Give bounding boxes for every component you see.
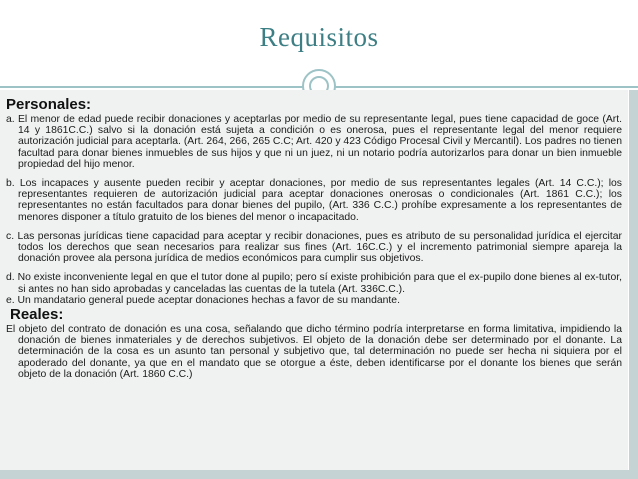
personales-item-e: e. Un mandatario general puede aceptar donaciones hechas a favor de su mandante. <box>6 294 400 306</box>
personales-heading: Personales: <box>6 96 92 113</box>
slide-title: Requisitos <box>259 22 379 52</box>
reales-text: El objeto del contrato de donación es una cosa, señalando que dicho término podría interpretarse en forma limitativa, impidiendo la donación de bienes inmateriales y de derechos subjetivos. El objeto de la donación debe ser determinado por el donante. La determinación de la cosa es un asunto tan personal y subjetivo que, tal determinación no puede ser hecha ni siquiera por el apoderado del donante, ya que en el mandato que se otorgue a éste, deben identificarse por el donante los bienes que serán objeto de la donación (Art. 1860 C.C.) <box>6 324 622 380</box>
spacer <box>6 223 622 231</box>
reales-heading: Reales: <box>10 306 64 324</box>
personales-item-a: a. El menor de edad puede recibir donaciones y aceptarlas por medio de su representante legal, pues tiene capacidad de goce (Art. 14 y 1861C.C.) salvo si la donación está sujeta a condición o es onerosa, pues el representante legal del menor requiere autorización judicial para aceptarla. (Art. 264, 266, 265 C.C; Art. 420 y 423 Código Procesal Civil y Mercantil). Los padres no tienen facultad para donar bienes inmuebles de sus hijos y que ni un juez, ni un notario podría autorizarlos para donar un bien inmueble propiedad del hijo menor. <box>6 114 622 170</box>
content-panel <box>0 90 628 470</box>
right-accent-bar <box>629 90 638 470</box>
spacer <box>6 264 622 272</box>
spacer <box>6 170 622 178</box>
bottom-accent-bar <box>0 470 638 479</box>
personales-item-b: b. Los incapaces y ausente pueden recibir y aceptar donaciones, por medio de sus representantes legales (Art. 14 C.C.); los representantes requieren de autorización judicial para aceptar donaciones onerosas o condicionales (Art. 1861 C.C.); los representantes no están facultados para donar bienes del pupilo, (Art. 336 C.C.) prohíbe expresamente a los representantes de menores disponer a título gratuito de los bienes del menor o incapacitado. <box>6 178 622 223</box>
personales-item-d: d. No existe inconveniente legal en que el tutor done al pupilo; pero sí existe prohibición para que el ex-pupilo done bienes al ex-tutor, si antes no han sido aprobadas y canceladas las cuentas de la tutela (Art. 336C.C.). <box>6 272 622 295</box>
personales-item-c: c. Las personas jurídicas tiene capacidad para aceptar y recibir donaciones, pues es atributo de su personalidad jurídica el ejercitar todos los derechos que sean necesarios para realizar sus fines (Art. 16C.C.) y el incremento patrimonial siempre apareja la donación provee ala persona jurídica de medios económicos para cumplir sus objetivos. <box>6 230 622 265</box>
